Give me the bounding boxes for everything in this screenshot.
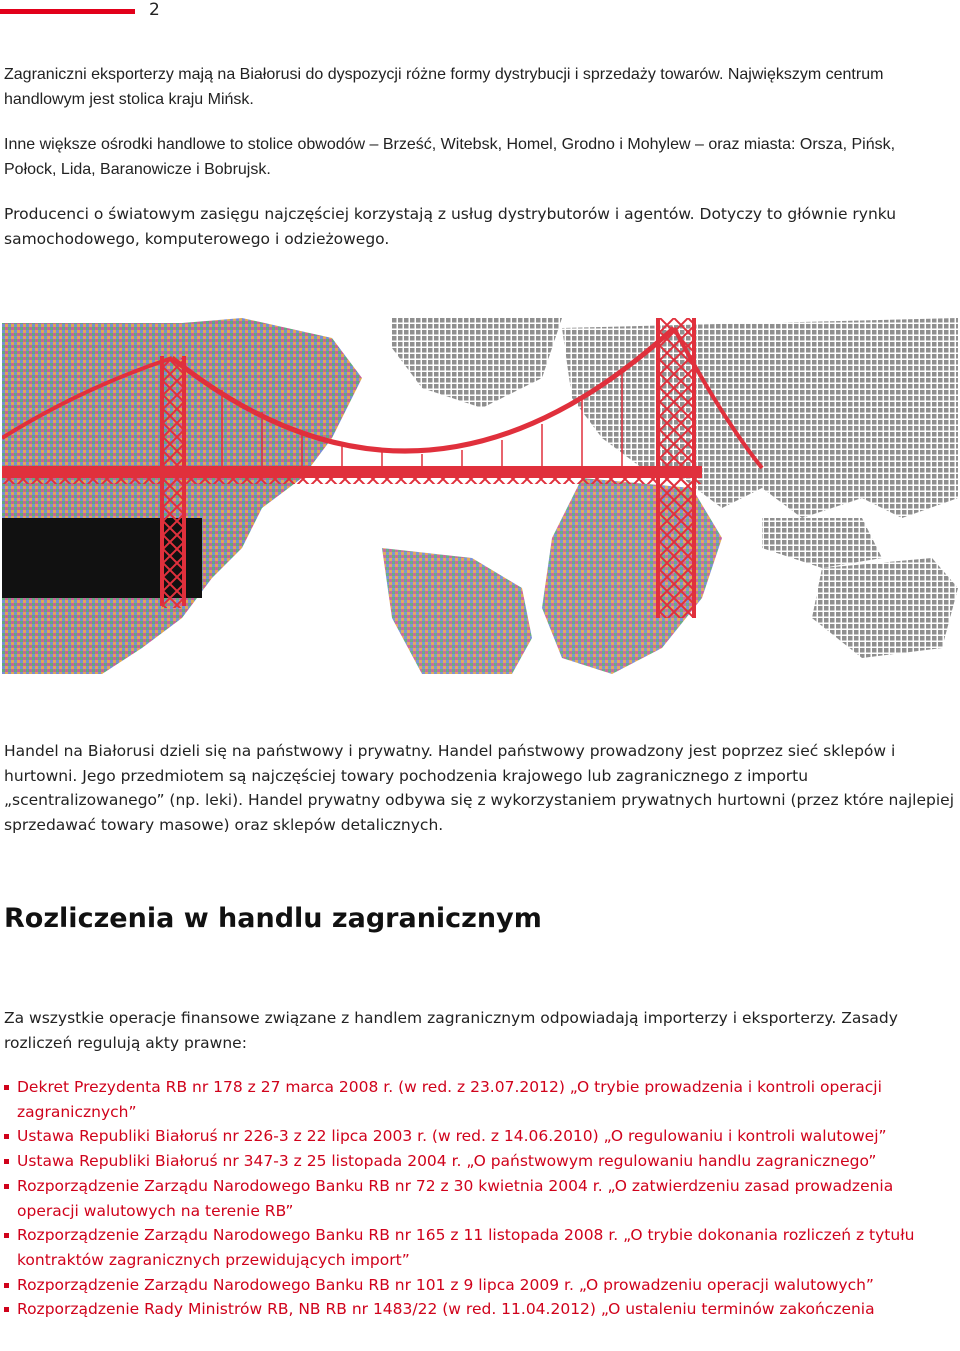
- legal-act-text[interactable]: Rozporządzenie Zarządu Narodowego Banku RB nr 165 z 11 listopada 2008 r. „O trybie dokonania rozliczeń z tytułu kontraktów zagranicznych przewidujących import”: [17, 1226, 915, 1269]
- bullet-icon: [4, 1134, 9, 1139]
- trade-paragraph: Handel na Białorusi dzieli się na państwowy i prywatny. Handel państwowy prowadzony jest poprzez sieć sklepów i hurtowni. Jego przedmiotem są najczęściej towary pochodzenia krajowego lub zagranicznego z importu „scentralizowanego” (np. leki). Handel prywatny odbywa się z wykorzystaniem prywatnych hurtowni (przez które najlepiej sprzedawać towary masowe) oraz sklepów detalicznych.: [4, 742, 954, 835]
- legal-act-text[interactable]: Rozporządzenie Rady Ministrów RB, NB RB nr 1483/22 (w red. 11.04.2012) „O ustaleniu terminów zakończenia: [17, 1300, 875, 1319]
- bullet-icon: [4, 1307, 9, 1312]
- bullet-icon: [4, 1283, 9, 1288]
- legal-act-link[interactable]: [4, 1273, 956, 1298]
- bullet-icon: [4, 1184, 9, 1189]
- legal-act-text[interactable]: Rozporządzenie Zarządu Narodowego Banku RB nr 72 z 30 kwietnia 2004 r. „O zatwierdzeniu zasad prowadzenia operacji walutowych na terenie RB”: [17, 1176, 894, 1220]
- legal-act-text[interactable]: Dekret Prezydenta RB nr 178 z 27 marca 2008 r. (w red. z 23.07.2012) „O trybie prowadzenia i kontroli operacji zagranicznych”: [17, 1078, 882, 1121]
- greenland-landmass: [392, 318, 562, 408]
- intro-paragraph-1: Zagraniczni eksporterzy mają na Białorusi do dyspozycji różne formy dystrybucji i sprzedaży towarów. Największym centrum handlowym jest stolica kraju Mińsk.: [4, 66, 884, 108]
- legal-acts-list: [4, 1075, 956, 1322]
- legal-act-link[interactable]: [4, 1124, 956, 1149]
- header-accent-bar: [0, 9, 135, 14]
- page-number: 2: [149, 0, 160, 20]
- intro-paragraph-3: Producenci o światowym zasięgu najczęściej korzystają z usług dystrybutorów i agentów. Dotyczy to głównie rynku samochodowego, komputerowego i odzieżowego.: [4, 205, 897, 248]
- legal-act-text[interactable]: Rozporządzenie Zarządu Narodowego Banku RB nr 101 z 9 lipca 2009 r. „O prowadzeniu operacji walutowych”: [17, 1275, 874, 1294]
- legal-act-text[interactable]: Ustawa Republiki Białoruś nr 226-3 z 22 lipca 2003 r. (w red. z 14.06.2010) „O regulowaniu i kontroli walutowej”: [17, 1127, 887, 1146]
- legal-act-link[interactable]: [4, 1149, 956, 1174]
- australia-landmass: [812, 558, 958, 658]
- intro-paragraph-2: Inne większe ośrodki handlowe to stolice obwodów – Brześć, Witebsk, Homel, Grodno i Mohylew – oraz miasta: Orsza, Pińsk, Połock, Lida, Baranowicze i Bobrujsk.: [4, 136, 896, 178]
- asia-islands: [762, 518, 882, 568]
- settlement-intro: Za wszystkie operacje finansowe związane z handlem zagranicznym odpowiadają importerzy i eksporterzy. Zasady rozliczeń regulują akty prawne:: [4, 1009, 898, 1052]
- legal-act-link[interactable]: [4, 1223, 956, 1272]
- intro-section: [4, 62, 944, 272]
- bullet-icon: [4, 1085, 9, 1090]
- section-heading: Rozliczenia w handlu zagranicznym: [4, 903, 542, 934]
- legal-act-link[interactable]: [4, 1075, 956, 1124]
- south-america-landmass: [382, 548, 532, 674]
- bullet-icon: [4, 1233, 9, 1238]
- legal-act-text[interactable]: Ustawa Republiki Białoruś nr 347-3 z 25 listopada 2004 r. „O państwowym regulowaniu handlu zagranicznego”: [17, 1152, 877, 1171]
- world-map-bridge-image: [2, 318, 958, 674]
- legal-act-link[interactable]: [4, 1174, 956, 1223]
- page-header: [0, 0, 960, 24]
- bullet-icon: [4, 1159, 9, 1164]
- legal-act-link[interactable]: [4, 1297, 956, 1322]
